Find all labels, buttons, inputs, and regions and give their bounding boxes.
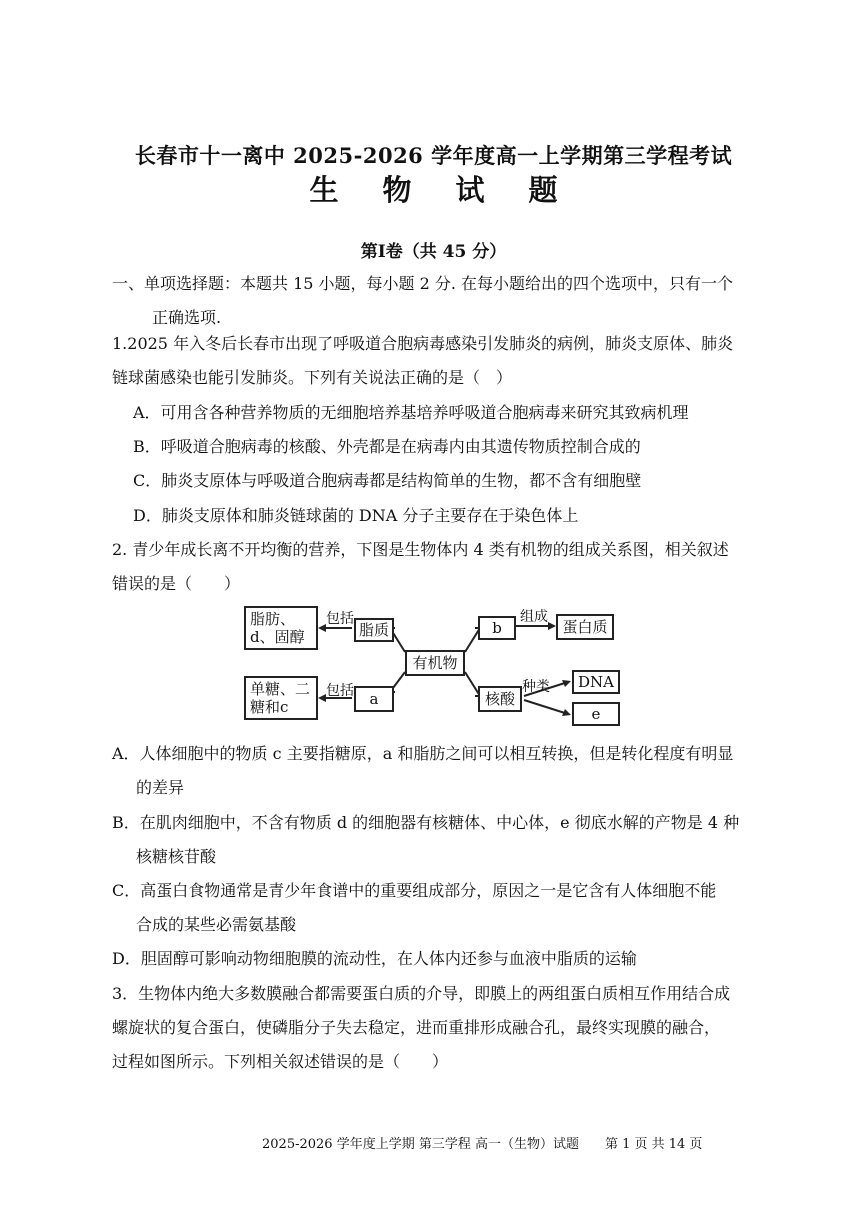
protein-box: 蛋白质: [556, 614, 614, 640]
fat-children-box: 脂肪、d、固醇: [244, 606, 318, 650]
q3-stem-cont: 螺旋状的复合蛋白，使磷脂分子失去稳定，进而重排形成融合孔，最终实现膜的融合，: [112, 1018, 721, 1037]
q2-option-c-cont: 合成的某些必需氨基酸: [136, 915, 297, 934]
q2-option-a-cont: 的差异: [136, 778, 185, 797]
section-heading: 一、单项选择题：本题共 15 小题，每小题 2 分. 在每小题给出的四个选项中，只有一个: [112, 274, 734, 293]
q2-option-d: D．胆固醇可影响动物细胞膜的流动性，在人体内还参与血液中脂质的运输: [112, 949, 637, 968]
b-box: b: [478, 616, 516, 640]
q1-option-d: D．肺炎支原体和肺炎链球菌的 DNA 分子主要存在于染色体上: [133, 506, 579, 525]
dna-box: DNA: [572, 670, 620, 694]
q1-stem: 1.2025 年入冬后长春市出现了呼吸道合胞病毒感染引发肺炎的病例，肺炎支原体、肺炎: [112, 334, 734, 353]
b-edge-label: 组成: [520, 609, 548, 625]
exam-title: 长春市十一离中 2025-2026 学年度高一上学期第三学程考试: [134, 143, 733, 168]
fat-edge-label: 包括: [326, 611, 354, 627]
q2-option-b-cont: 核糖核苷酸: [136, 847, 217, 866]
lipid-box: 脂质: [354, 618, 394, 642]
q2-option-a: A．人体细胞中的物质 c 主要指糖原，a 和脂肪之间可以相互转换，但是转化程度有明显: [112, 744, 734, 763]
q3-stem-cont2: 过程如图所示。下列相关叙述错误的是（ ）: [112, 1052, 449, 1071]
q3-stem: 3．生物体内绝大多数膜融合都需要蛋白质的介导，即膜上的两组蛋白质相互作用结合成: [112, 984, 731, 1003]
nucleic-acid-box: 核酸: [478, 686, 522, 712]
a-children-box: 单糖、二糖和c: [244, 676, 318, 720]
volume-heading: 第Ⅰ卷（共 45 分）: [360, 242, 507, 262]
section-heading-cont: 正确选项.: [152, 308, 222, 327]
organic-compound-diagram: [240, 600, 630, 730]
page-footer: 2025-2026 学年度上学期 第三学程 高一（生物）试题 第 1 页 共 14 页: [262, 1137, 703, 1152]
q2-stem: 2. 青少年成长离不开均衡的营养，下图是生物体内 4 类有机物的组成关系图，相关叙述: [112, 540, 729, 559]
q2-option-b: B．在肌肉细胞中，不含有物质 d 的细胞器有核糖体、中心体，e 彻底水解的产物是 4 种: [112, 813, 740, 832]
q2-option-c: C．高蛋白食物通常是青少年食谱中的重要组成部分，原因之一是它含有人体细胞不能: [112, 881, 717, 900]
a-edge-label: 包括: [326, 683, 354, 699]
a-box: a: [354, 686, 394, 712]
organic-compound-box: 有机物: [405, 650, 465, 676]
q1-option-b: B．呼吸道合胞病毒的核酸、外壳都是在病毒内由其遗传物质控制合成的: [133, 437, 641, 456]
q1-option-c: C．肺炎支原体与呼吸道合胞病毒都是结构简单的生物，都不含有细胞壁: [133, 471, 642, 490]
e-box: e: [572, 702, 620, 726]
q1-stem-cont: 链球菌感染也能引发肺炎。下列有关说法正确的是（ ）: [112, 368, 513, 387]
exam-subtitle: 生物试题: [309, 173, 602, 207]
nucleic-edge-label: 种类: [522, 679, 550, 695]
q2-stem-cont: 错误的是（ ）: [112, 574, 241, 593]
q1-option-a: A．可用含各种营养物质的无细胞培养基培养呼吸道合胞病毒来研究其致病机理: [133, 403, 689, 422]
